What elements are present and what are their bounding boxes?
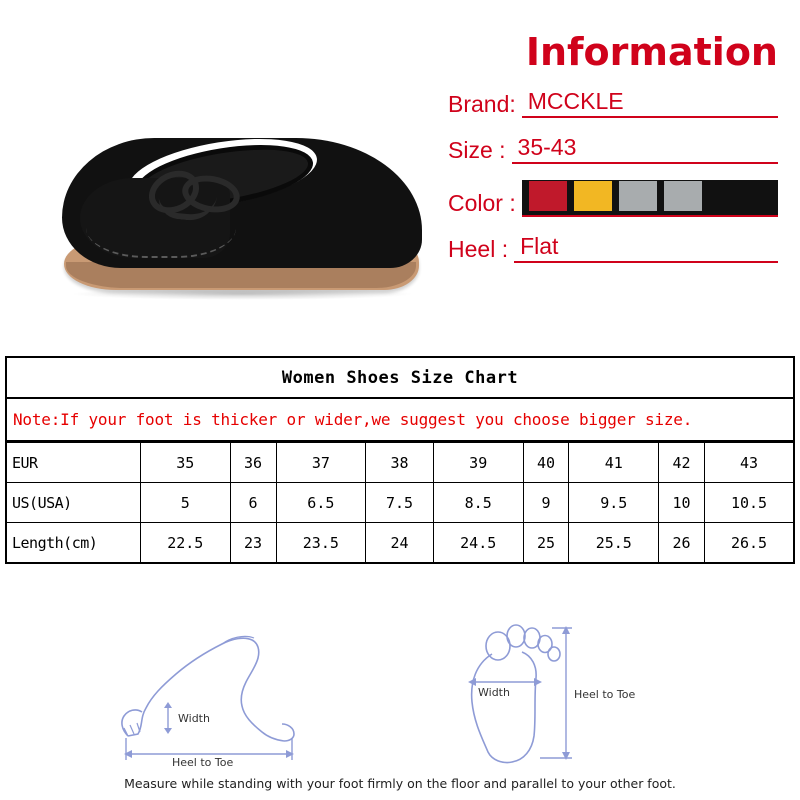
cell-us-2: 6.5: [276, 483, 366, 523]
cell-us-3: 7.5: [366, 483, 434, 523]
cell-eur-1: 36: [230, 443, 276, 483]
cell-length-1: 23: [230, 523, 276, 563]
size-chart: [5, 356, 795, 564]
cell-eur-0: 35: [141, 443, 231, 483]
table-row: [7, 483, 793, 523]
cell-length-4: 24.5: [433, 523, 523, 563]
color-swatch-yellow: [618, 180, 658, 212]
side-width-label: Width: [178, 712, 210, 725]
cell-us-6: 9.5: [569, 483, 659, 523]
cell-length-2: 23.5: [276, 523, 366, 563]
information-panel: [448, 30, 778, 279]
info-value-size: 35-43: [512, 134, 778, 164]
info-row-size: [448, 134, 778, 164]
color-swatch-grey: [663, 180, 703, 212]
top-width-arrow: [468, 678, 542, 686]
info-label-brand: Brand:: [448, 91, 516, 117]
cell-us-4: 8.5: [433, 483, 523, 523]
info-row-brand: [448, 88, 778, 118]
shoe-stitching: [86, 212, 236, 258]
info-row-heel: [448, 233, 778, 263]
side-length-label: Heel to Toe: [172, 756, 234, 769]
size-chart-title: Women Shoes Size Chart: [7, 358, 793, 399]
size-chart-note: Note:If your foot is thicker or wider,we suggest you choose bigger size.: [7, 399, 793, 442]
color-swatch-black: [528, 180, 568, 212]
info-value-brand: MCCKLE: [522, 88, 778, 118]
cell-eur-2: 37: [276, 443, 366, 483]
cell-us-7: 10: [659, 483, 705, 523]
cell-us-8: 10.5: [705, 483, 793, 523]
cell-eur-6: 41: [569, 443, 659, 483]
info-value-heel: Flat: [514, 233, 778, 263]
top-length-label: Heel to Toe: [574, 688, 636, 701]
cell-eur-3: 38: [366, 443, 434, 483]
top-length-arrow: [540, 626, 572, 760]
foot-side-view: [122, 636, 294, 741]
cell-us-5: 9: [523, 483, 569, 523]
cell-us-1: 6: [230, 483, 276, 523]
information-title: Information: [525, 30, 778, 74]
table-row: [7, 523, 793, 563]
table-row: [7, 443, 793, 483]
size-chart-table: [7, 442, 793, 562]
cell-length-5: 25: [523, 523, 569, 563]
bow-tail: [157, 189, 218, 223]
cell-eur-7: 42: [659, 443, 705, 483]
row-header-eur: EUR: [7, 443, 141, 483]
shoe-bow: [148, 172, 258, 218]
cell-length-8: 26.5: [705, 523, 793, 563]
cell-eur-4: 39: [433, 443, 523, 483]
measure-instruction: Measure while standing with your foot firmly on the floor and parallel to your other foot.: [124, 776, 676, 791]
info-row-color: [448, 180, 778, 217]
cell-eur-8: 43: [705, 443, 793, 483]
info-label-heel: Heel :: [448, 236, 509, 262]
side-width-arrow: [164, 702, 172, 734]
cell-length-0: 22.5: [141, 523, 231, 563]
top-section: [0, 0, 800, 348]
color-swatch-red: [573, 180, 613, 212]
color-swatch-list: [522, 180, 778, 217]
info-label-size: Size :: [448, 137, 506, 163]
measurement-diagrams: [0, 608, 800, 798]
top-width-label: Width: [478, 686, 510, 699]
info-label-color: Color :: [448, 190, 516, 216]
cell-length-6: 25.5: [569, 523, 659, 563]
cell-eur-5: 40: [523, 443, 569, 483]
product-image: [40, 120, 440, 320]
cell-us-0: 5: [141, 483, 231, 523]
row-header-us: US(USA): [7, 483, 141, 523]
row-header-length: Length(cm): [7, 523, 141, 563]
cell-length-3: 24: [366, 523, 434, 563]
cell-length-7: 26: [659, 523, 705, 563]
foot-diagram-svg: [0, 608, 800, 778]
